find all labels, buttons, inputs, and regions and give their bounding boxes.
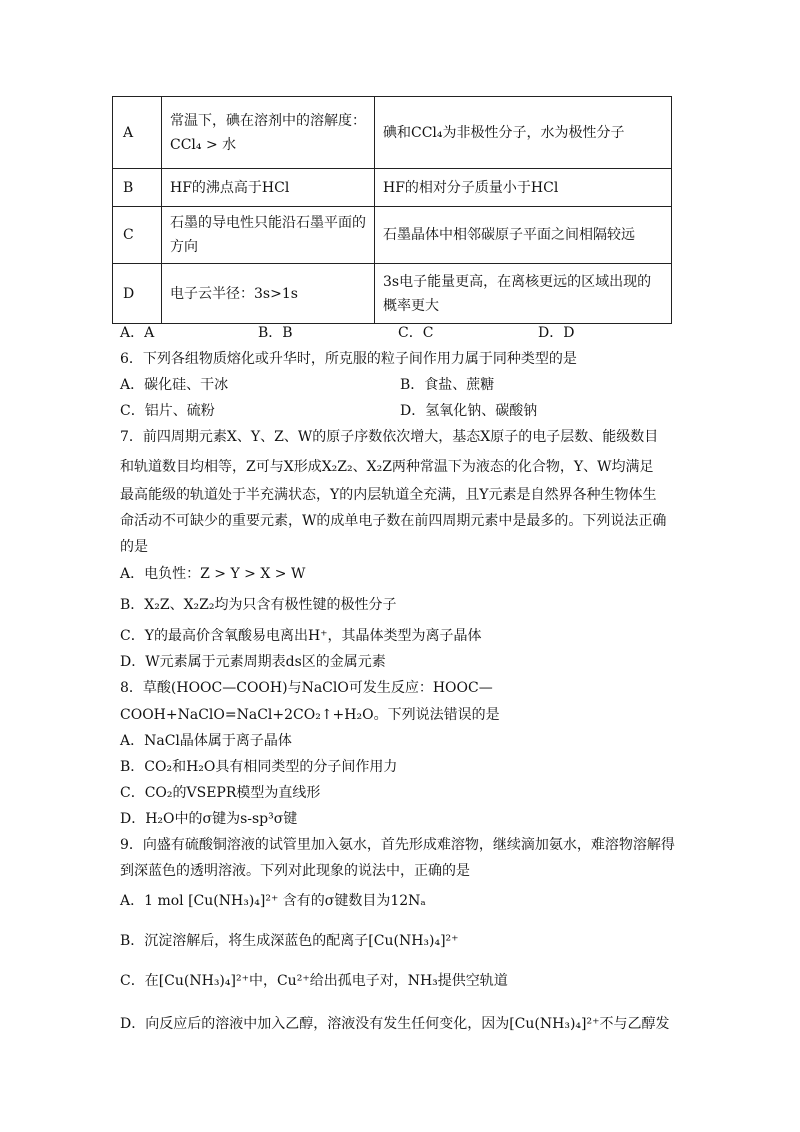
q8-option-b: B．CO₂和H₂O具有相同类型的分子间作用力 <box>120 759 398 775</box>
question-5-table <box>112 96 672 324</box>
row-label: B <box>113 169 162 207</box>
q5-option-c: C．C <box>398 325 434 341</box>
row-reason: HF的相对分子质量小于HCl <box>375 169 672 207</box>
q5-option-d: D．D <box>538 325 575 341</box>
q9-option-b: B．沉淀溶解后，将生成深蓝色的配离子[Cu(NH₃)₄]²⁺ <box>120 933 459 949</box>
q7-stem-line: 最高能级的轨道处于半充满状态，Y的内层轨道全充满，且Y元素是自然界各种生物体生 <box>120 487 657 503</box>
row-label: D <box>113 264 162 324</box>
q8-option-d: D．H₂O中的σ键为s-sp³σ键 <box>120 811 298 827</box>
q6-option-c: C．铝片、硫粉 <box>120 403 215 419</box>
q9-option-d: D．向反应后的溶液中加入乙醇，溶液没有发生任何变化，因为[Cu(NH₃)₄]²⁺不与乙醇发 <box>120 1016 670 1032</box>
row-statement: HF的沸点高于HCl <box>162 169 375 207</box>
q7-stem-line: 7．前四周期元素X、Y、Z、W的原子序数依次增大，基态X原子的电子层数、能级数目 <box>120 429 659 445</box>
q6-option-a: A．碳化硅、干冰 <box>120 377 229 393</box>
q7-option-b: B．X₂Z、X₂Z₂均为只含有极性键的极性分子 <box>120 597 397 613</box>
row-reason: 碘和CCl₄为非极性分子，水为极性分子 <box>375 97 672 169</box>
q7-stem-line: 和轨道数目均相等，Z可与X形成X₂Z₂、X₂Z两种常温下为液态的化合物，Y、W均满足 <box>120 459 654 475</box>
statement-line: 常温下，碘在溶剂中的溶解度： <box>170 112 366 129</box>
q7-stem-line: 命活动不可缺少的重要元素，W的成单电子数在前四周期元素中是最多的。下列说法正确 <box>120 513 667 529</box>
row-label: A <box>113 97 162 169</box>
q5-option-b: B．B <box>258 325 293 341</box>
row-label: C <box>113 207 162 264</box>
q7-stem-line: 的是 <box>120 539 148 555</box>
q7-option-a: A．电负性：Z > Y > X > W <box>120 566 306 582</box>
table-row <box>113 264 672 324</box>
row-reason: 石墨晶体中相邻碳原子平面之间相隔较远 <box>375 207 672 264</box>
q9-stem-line: 到深蓝色的透明溶液。下列对此现象的说法中，正确的是 <box>120 863 470 879</box>
q9-option-c: C．在[Cu(NH₃)₄]²⁺中，Cu²⁺给出孤电子对，NH₃提供空轨道 <box>120 973 508 989</box>
statement-line: 方向 <box>170 239 198 255</box>
row-reason: 3s电子能量更高，在离核更远的区域出现的概率更大 <box>375 264 672 324</box>
q8-stem-line: 8．草酸(HOOC—COOH)与NaClO可发生反应：HOOC— <box>120 680 493 696</box>
q8-option-a: A．NaCl晶体属于离子晶体 <box>120 733 292 749</box>
q6-option-b: B．食盐、蔗糖 <box>400 377 495 393</box>
q6-stem: 6．下列各组物质熔化或升华时，所克服的粒子间作用力属于同种类型的是 <box>120 351 577 367</box>
q7-option-c: C．Y的最高价含氧酸易电离出H⁺，其晶体类型为离子晶体 <box>120 628 482 644</box>
row-statement <box>162 97 375 169</box>
q8-stem-line: COOH+NaClO=NaCl+2CO₂↑+H₂O。下列说法错误的是 <box>120 707 500 723</box>
table-row <box>113 97 672 169</box>
row-statement <box>162 207 375 264</box>
q8-option-c: C．CO₂的VSEPR模型为直线形 <box>120 785 321 801</box>
table-row <box>113 169 672 207</box>
q6-option-d: D．氢氧化钠、碳酸钠 <box>400 403 538 419</box>
q9-stem-line: 9．向盛有硫酸铜溶液的试管里加入氨水，首先形成难溶物，继续滴加氨水，难溶物溶解得 <box>120 837 675 853</box>
q7-option-d: D．W元素属于元素周期表ds区的金属元素 <box>120 654 386 670</box>
q9-option-a: A．1 mol [Cu(NH₃)₄]²⁺ 含有的σ键数目为12Nₐ <box>120 893 426 909</box>
table-row <box>113 207 672 264</box>
row-statement: 电子云半径：3s>1s <box>162 264 375 324</box>
statement-line: CCl₄ > 水 <box>170 136 237 153</box>
statement-line: 石墨的导电性只能沿石墨平面的 <box>170 215 366 231</box>
q5-option-a: A．A <box>120 325 155 341</box>
